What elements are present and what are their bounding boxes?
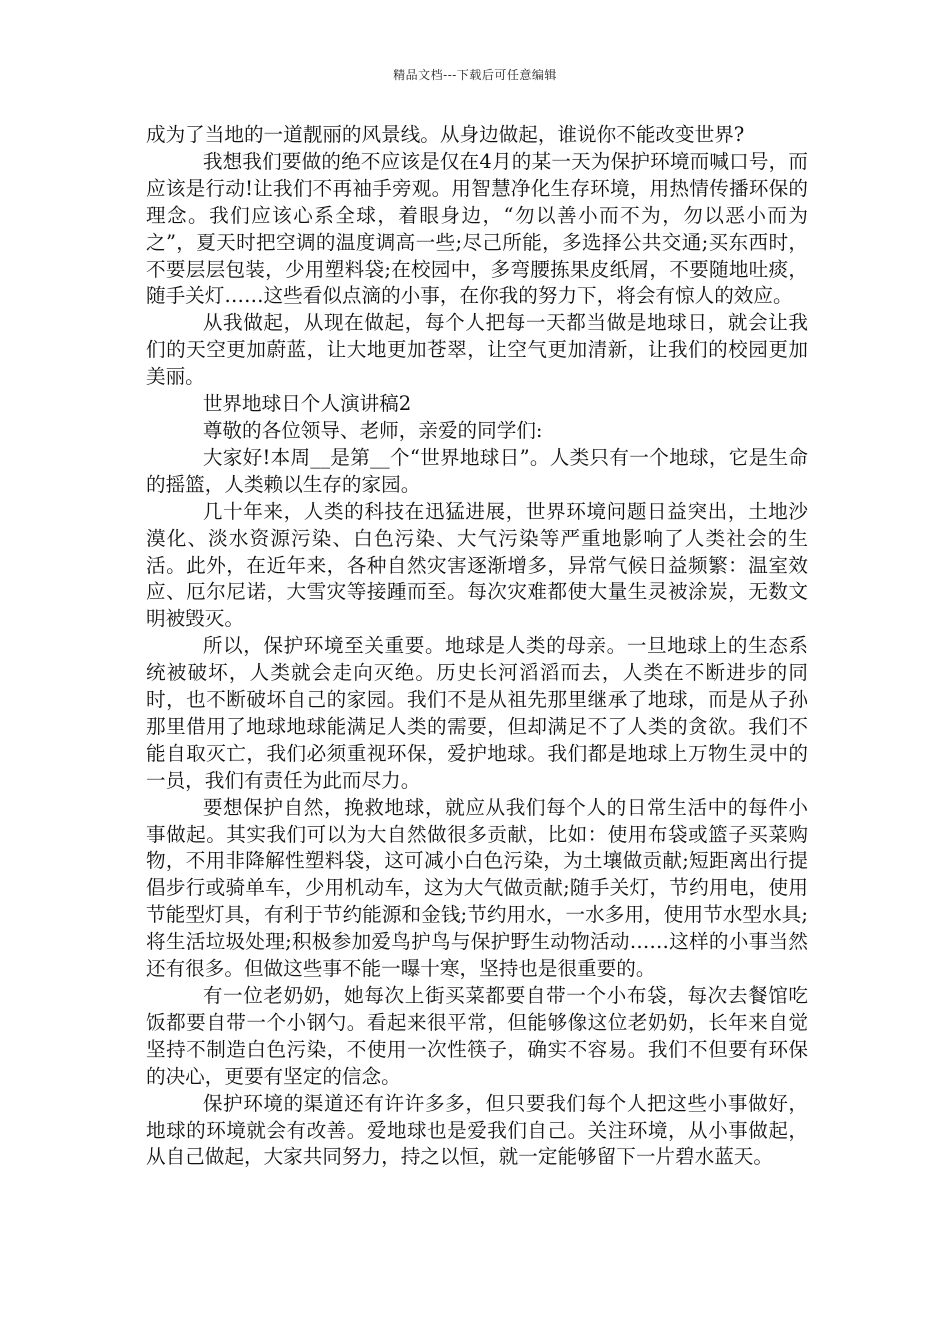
paragraph: 几十年来，人类的科技在迅猛进展，世界环境问题日益突出，土地沙漠化、淡水资源污染、白色污染、大气污染等严重地影响了人类社会的生活。此外，在近年来，各种自然灾害逐渐增多，异常气候日益频繁：温室效应、厄尔尼诺，大雪灾等接踵而至。每次灾难都使大量生灵被涂炭，无数文明被毁灭。 [146,499,808,631]
paragraph: 我想我们要做的绝不应该是仅在4月的某一天为保护环境而喊口号，而应该是行动!让我们不再袖手旁观。用智慧净化生存环境，用热情传播环保的理念。我们应该心系全球，着眼身边，“勿以善小而不为，勿以恶小而为之”，夏天时把空调的温度调高一些;尽己所能，多选择公共交通;买东西时，不要层层包装，少用塑料袋;在校园中，多弯腰拣果皮纸屑，不要随地吐痰，随手关灯……这些看似点滴的小事，在你我的努力下，将会有惊人的效应。 [146,149,808,308]
paragraph: 有一位老奶奶，她每次上街买菜都要自带一个小布袋，每次去餐馆吃饭都要自带一个小钢勺。看起来很平常，但能够像这位老奶奶，长年来自觉坚持不制造白色污染，不使用一次性筷子，确实不容易。我们不但要有环保的决心，更要有坚定的信念。 [146,984,808,1088]
paragraph: 保护环境的渠道还有许许多多，但只要我们每个人把这些小事做好，地球的环境就会有改善。爱地球也是爱我们自己。关注环境，从小事做起，从自己做起，大家共同努力，持之以恒，就一定能够留下一片碧水蓝天。 [146,1091,808,1169]
paragraph: 要想保护自然，挽救地球，就应从我们每个人的日常生活中的每件小事做起。其实我们可以为大自然做很多贡献，比如：使用布袋或篮子买菜购物，不用非降解性塑料袋，这可减小白色污染，为土壤做贡献;短距离出行提倡步行或骑单车，少用机动车，这为大气做贡献;随手关灯，节约用电，使用节能型灯具，有利于节约能源和金钱;节约用水，一水多用，使用节水型水具;将生活垃圾处理;积极参加爱鸟护鸟与保护野生动物活动……这样的小事当然还有很多。但做这些事不能一曝十寒，坚持也是很重要的。 [146,795,808,981]
paragraph: 所以，保护环境至关重要。地球是人类的母亲。一旦地球上的生态系统被破坏，人类就会走向灭绝。历史长河滔滔而去，人类在不断进步的同时，也不断破坏自己的家园。我们不是从祖先那里继承了地球，而是从子孙那里借用了地球地球能满足人类的需要，但却满足不了人类的贪欲。我们不能自取灭亡，我们必须重视环保，爱护地球。我们都是地球上万物生灵中的一员，我们有责任为此而尽力。 [146,634,808,792]
paragraph: 大家好!本周__是第__个“世界地球日”。人类只有一个地球，它是生命的摇篮，人类赖以生存的家园。 [146,445,808,496]
document-body [146,122,808,1171]
salutation: 尊敬的各位领导、老师，亲爱的同学们: [202,418,543,442]
paragraph: 成为了当地的一道靓丽的风景线。从身边做起，谁说你不能改变世界? [146,123,745,146]
section-title: 世界地球日个人演讲稿2 [202,392,412,416]
paragraph: 从我做起，从现在做起，每个人把每一天都当做是地球日，就会让我们的天空更加蔚蓝，让大地更加苍翠，让空气更加清新，让我们的校园更加美丽。 [146,311,808,389]
page-header: 精品文档---下载后可任意编辑 [393,68,557,82]
